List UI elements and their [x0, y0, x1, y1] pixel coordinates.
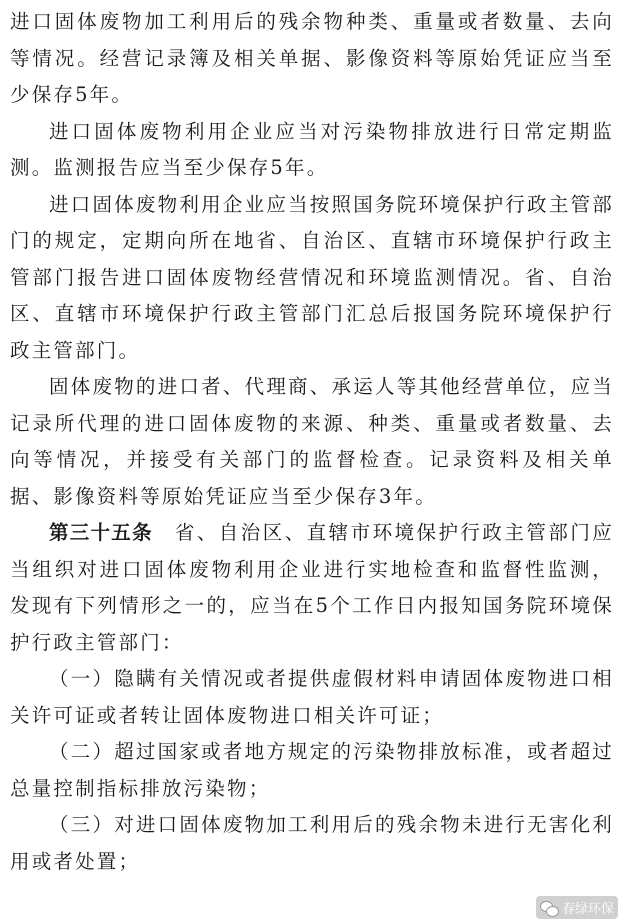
article-35	[10, 515, 614, 661]
paragraph-reporting: 进口固体废物利用企业应当按照国务院环境保护行政主管部门的规定，定期向所在地省、自治区、直辖市环境保护行政主管部门报告进口固体废物经营情况和环境监测情况。省、自治区、直辖市环境保护行政主管部门汇总后报国务院环境保护行政主管部门。	[10, 192, 614, 362]
article-body: 省、自治区、直辖市环境保护行政主管部门应当组织对进口固体废物利用企业进行实地检查和监督性监测，发现有下列情形之一的，应当在5个工作日内报知国务院环境保护行政主管部门：	[10, 521, 614, 654]
list-item: （一）隐瞒有关情况或者提供虚假材料申请固体废物进口相关许可证或者转让固体废物进口相关许可证；	[10, 667, 614, 727]
paragraph-agents: 固体废物的进口者、代理商、承运人等其他经营单位，应当记录所代理的进口固体废物的来源、种类、重量或者数量、去向等情况，并接受有关部门的监督检查。记录资料及相关单据、影像资料等原始凭证应当至少保存3年。	[10, 375, 614, 508]
paragraph-continued: 进口固体废物加工利用后的残余物种类、重量或者数量、去向等情况。经营记录簿及相关单据、影像资料等原始凭证应当至少保存5年。	[10, 10, 614, 106]
watermark-text: 春绿环保	[561, 902, 614, 917]
list-item: （三）对进口固体废物加工利用后的残余物未进行无害化利用或者处置；	[10, 813, 614, 873]
wechat-icon	[540, 900, 558, 916]
article-heading: 第三十五条	[49, 521, 153, 544]
list-item: （二）超过国家或者地方规定的污染物排放标准，或者超过总量控制指标排放污染物；	[10, 740, 614, 800]
watermark	[536, 896, 618, 919]
paragraph-monitoring: 进口固体废物利用企业应当对污染物排放进行日常定期监测。监测报告应当至少保存5年。	[10, 119, 614, 179]
